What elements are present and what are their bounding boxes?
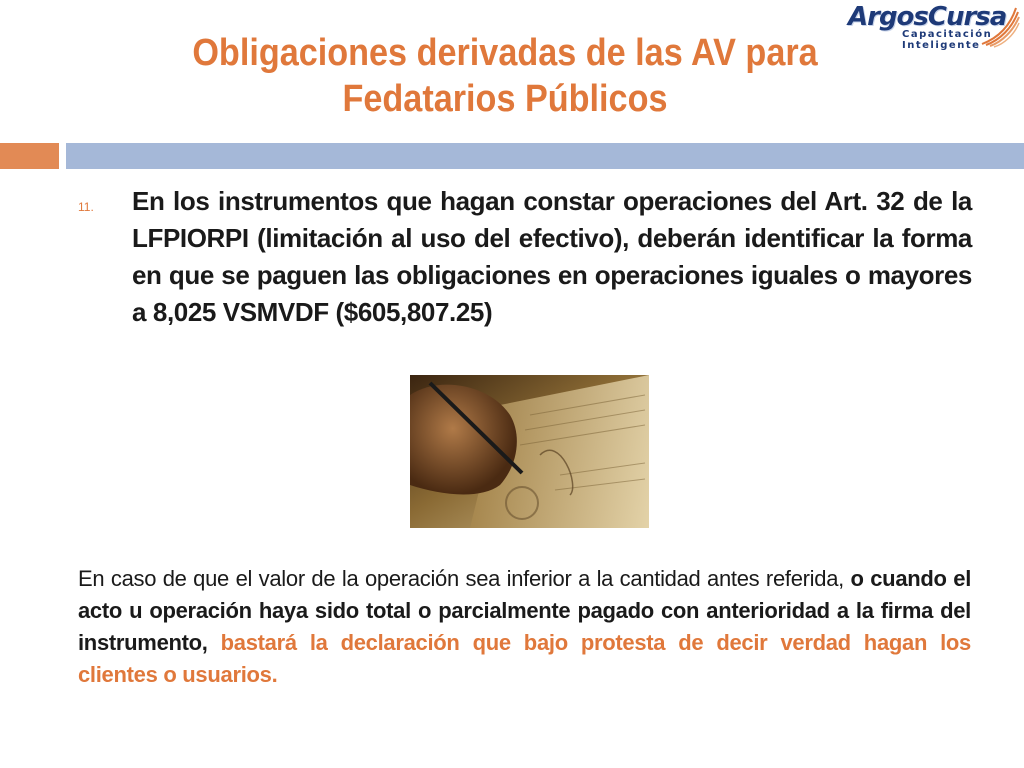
list-item-text: En los instrumentos que hagan constar operaciones del Art. 32 de la LFPIORPI (limitación al uso del efectivo), deberán identificar la forma en que se paguen las obligaciones en operaciones iguales o mayores a 8,025 VSMVDF ($605,807.25) — [132, 186, 972, 327]
logo-tagline-line1: Capacitación — [902, 29, 993, 40]
accent-bar-blue — [66, 143, 1024, 169]
list-item — [76, 183, 972, 331]
argoscursa-logo — [846, 2, 1022, 50]
closing-paragraph — [78, 563, 971, 691]
logo-wordmark: ArgosCursa — [848, 2, 1007, 32]
list-item-number: 11. — [78, 200, 94, 214]
logo-swoosh-icon — [980, 4, 1020, 48]
hand-signing-document-photo — [410, 375, 649, 528]
paragraph-plain-text: En caso de que el valor de la operación sea inferior a la cantidad antes referida, — [78, 566, 851, 591]
logo-tagline-line2: Inteligente — [902, 40, 981, 51]
slide-title: Obligaciones derivadas de las AV para Fedatarios Públicos — [192, 32, 818, 120]
paragraph-highlight-text: bastará la declaración que bajo protesta de decir verdad hagan los clientes o usuarios. — [78, 630, 971, 687]
accent-bar-orange — [0, 143, 59, 169]
paragraph-bold-text: o cuando el acto u operación haya sido total o parcialmente pagado con anterioridad a la firma del instrumento, — [78, 566, 971, 655]
